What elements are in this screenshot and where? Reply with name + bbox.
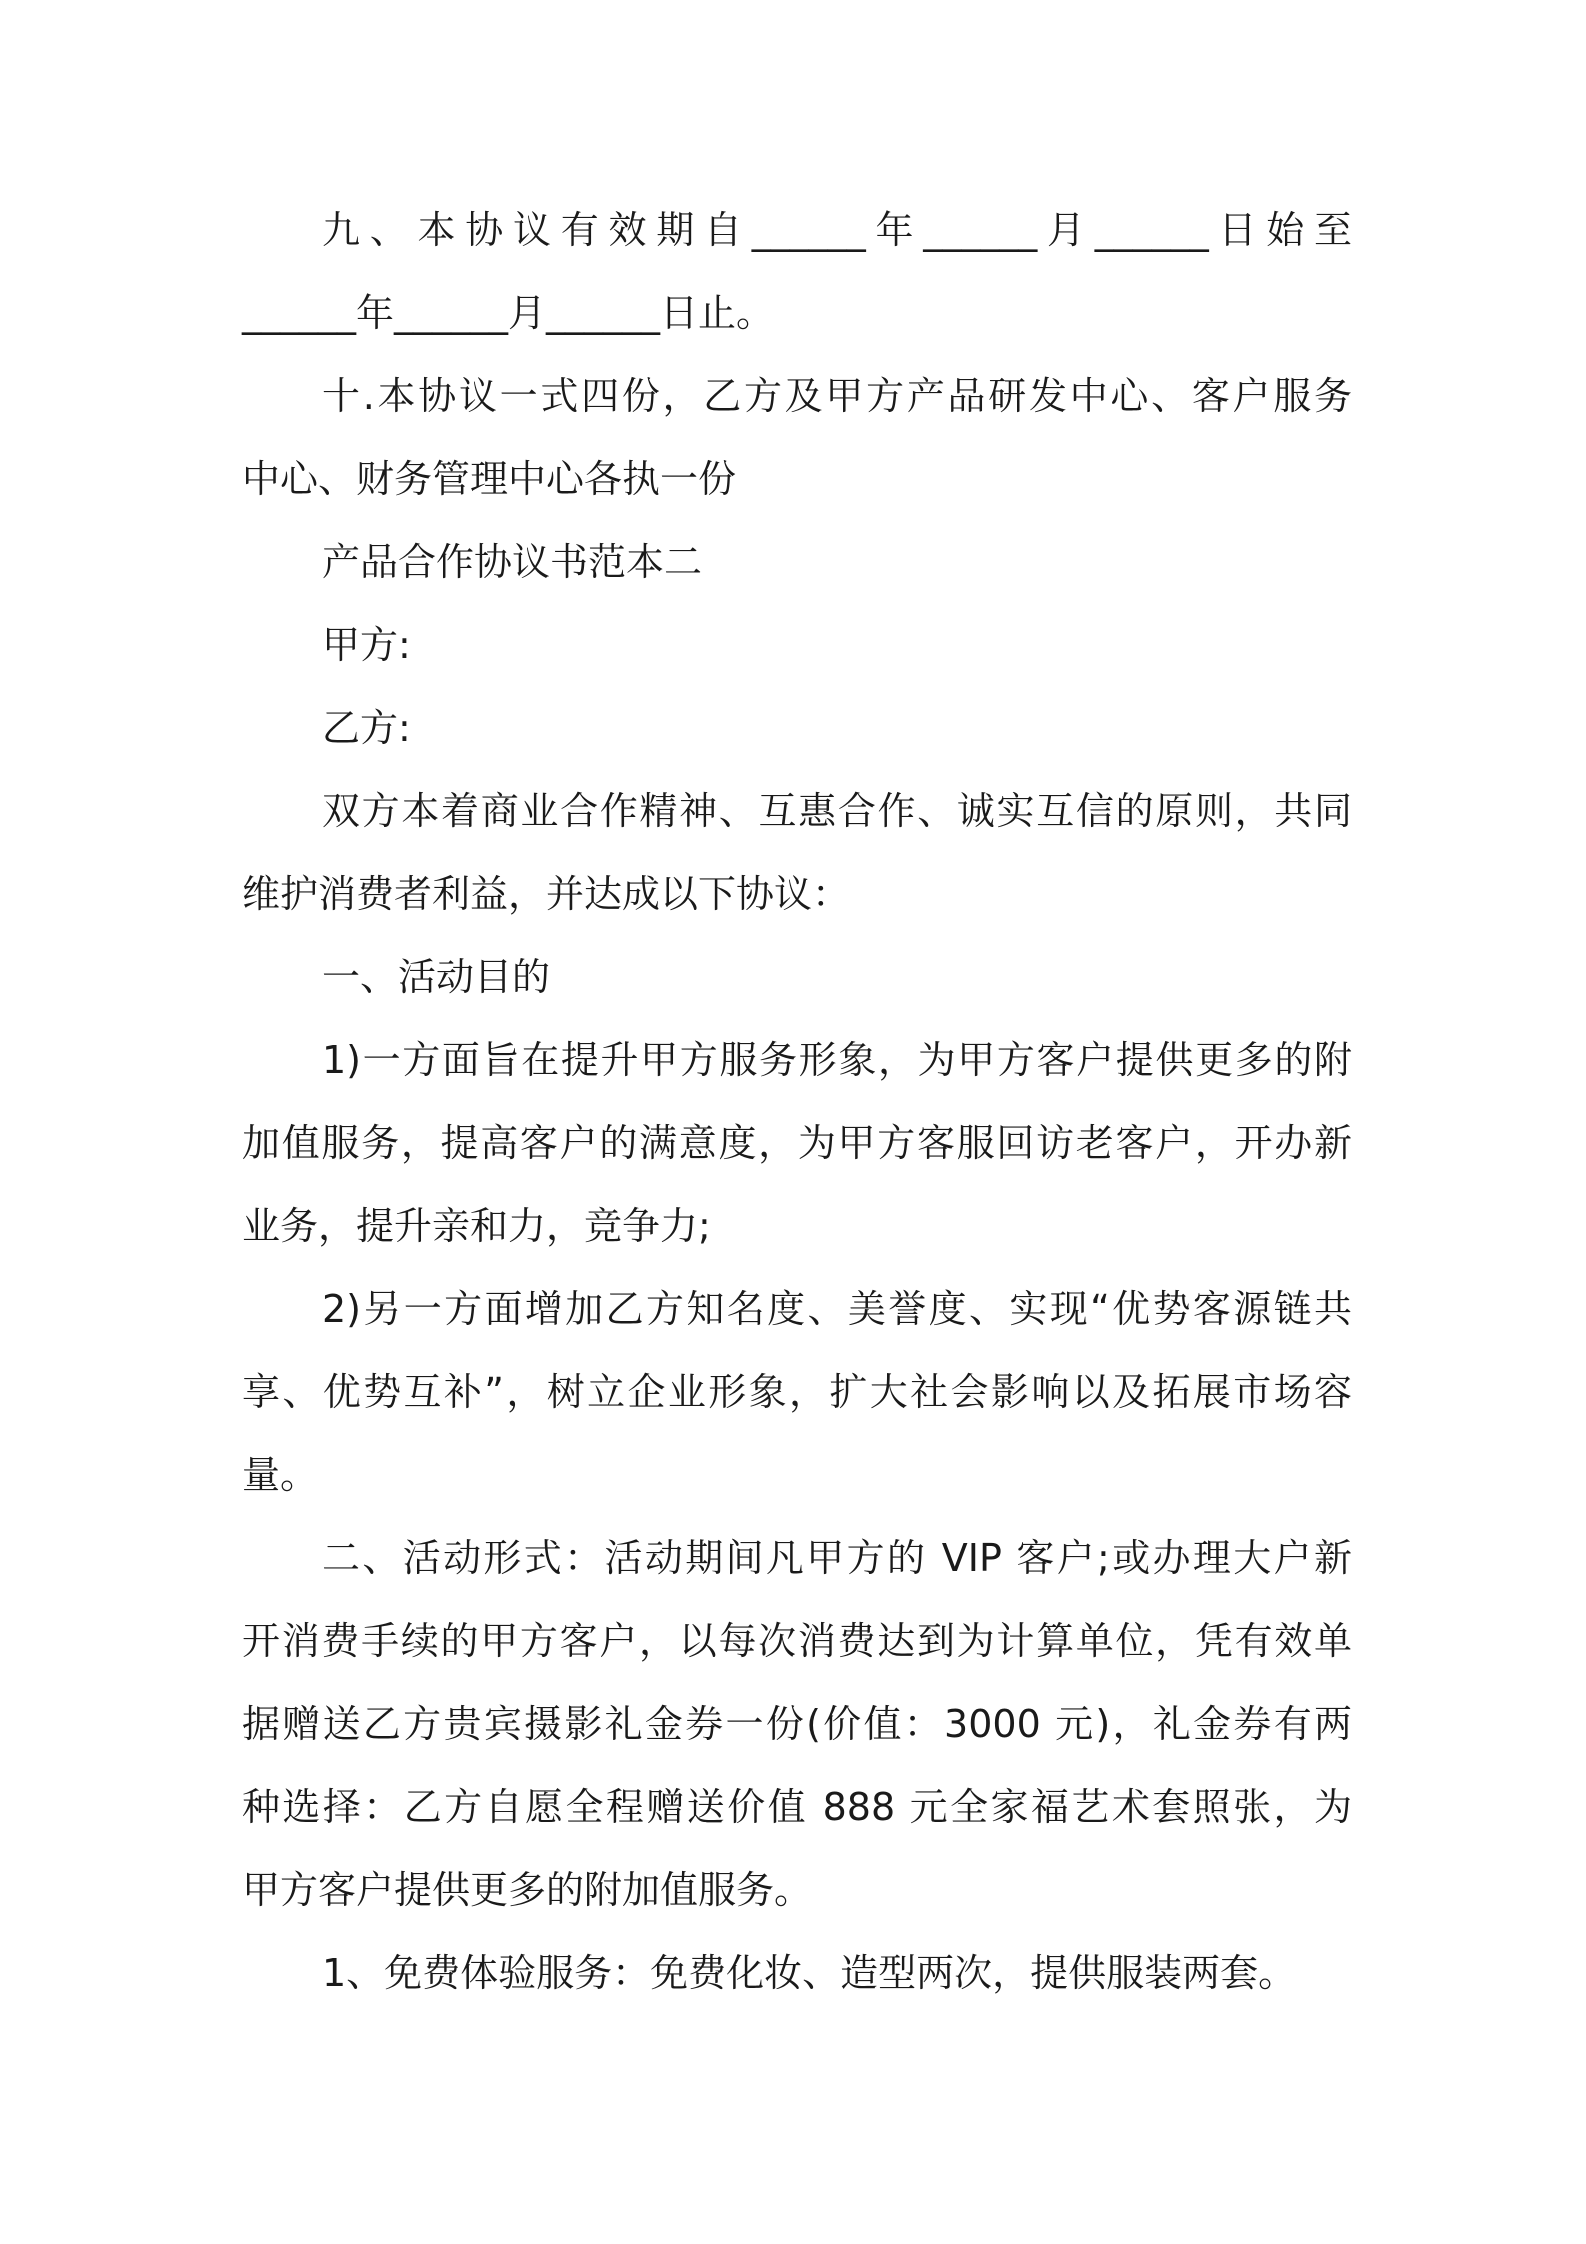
- purpose-2-line-2: 享、优势互补”，树立企业形象，扩大社会影响以及拓展市场容: [242, 1370, 1352, 1414]
- clause-9-validity-line-1: 九、本协议有效期自______年______月______日始至: [322, 208, 1352, 252]
- preamble-line-2: 维护消费者利益，并达成以下协议：: [242, 872, 851, 916]
- party-a-label: 甲方:: [322, 623, 411, 667]
- clause-9-validity-line-2: ______年______月______日止。: [242, 291, 775, 335]
- purpose-1-line-1: 1)一方面旨在提升甲方服务形象，为甲方客户提供更多的附: [322, 1038, 1352, 1082]
- purpose-1-line-3: 业务，提升亲和力，竞争力;: [242, 1204, 711, 1248]
- section-2-line-2: 开消费手续的甲方客户，以每次消费达到为计算单位，凭有效单: [242, 1619, 1352, 1663]
- section-2-line-1: 二、活动形式：活动期间凡甲方的 VIP 客户;或办理大户新: [322, 1536, 1352, 1580]
- section-2-line-4: 种选择：乙方自愿全程赠送价值 888 元全家福艺术套照张，为: [242, 1785, 1352, 1829]
- sample-two-title: 产品合作协议书范本二: [322, 540, 703, 584]
- section-2-line-5: 甲方客户提供更多的附加值服务。: [242, 1868, 813, 1912]
- purpose-2-line-3: 量。: [242, 1453, 319, 1497]
- section-1-heading: 一、活动目的: [322, 955, 551, 999]
- clause-10-copies-line-2: 中心、财务管理中心各执一份: [242, 457, 737, 501]
- preamble-line-1: 双方本着商业合作精神、互惠合作、诚实互信的原则，共同: [322, 789, 1352, 833]
- clause-10-copies-line-1: 十.本协议一式四份，乙方及甲方产品研发中心、客户服务: [322, 374, 1352, 418]
- purpose-2-line-1: 2)另一方面增加乙方知名度、美誉度、实现“优势客源链共: [322, 1287, 1352, 1331]
- purpose-1-line-2: 加值服务，提高客户的满意度，为甲方客服回访老客户，开办新: [242, 1121, 1352, 1165]
- free-service-item: 1、免费体验服务：免费化妆、造型两次，提供服装两套。: [322, 1951, 1297, 1995]
- party-b-label: 乙方:: [322, 706, 411, 750]
- section-2-line-3: 据赠送乙方贵宾摄影礼金券一份(价值：3000 元)，礼金券有两: [242, 1702, 1352, 1746]
